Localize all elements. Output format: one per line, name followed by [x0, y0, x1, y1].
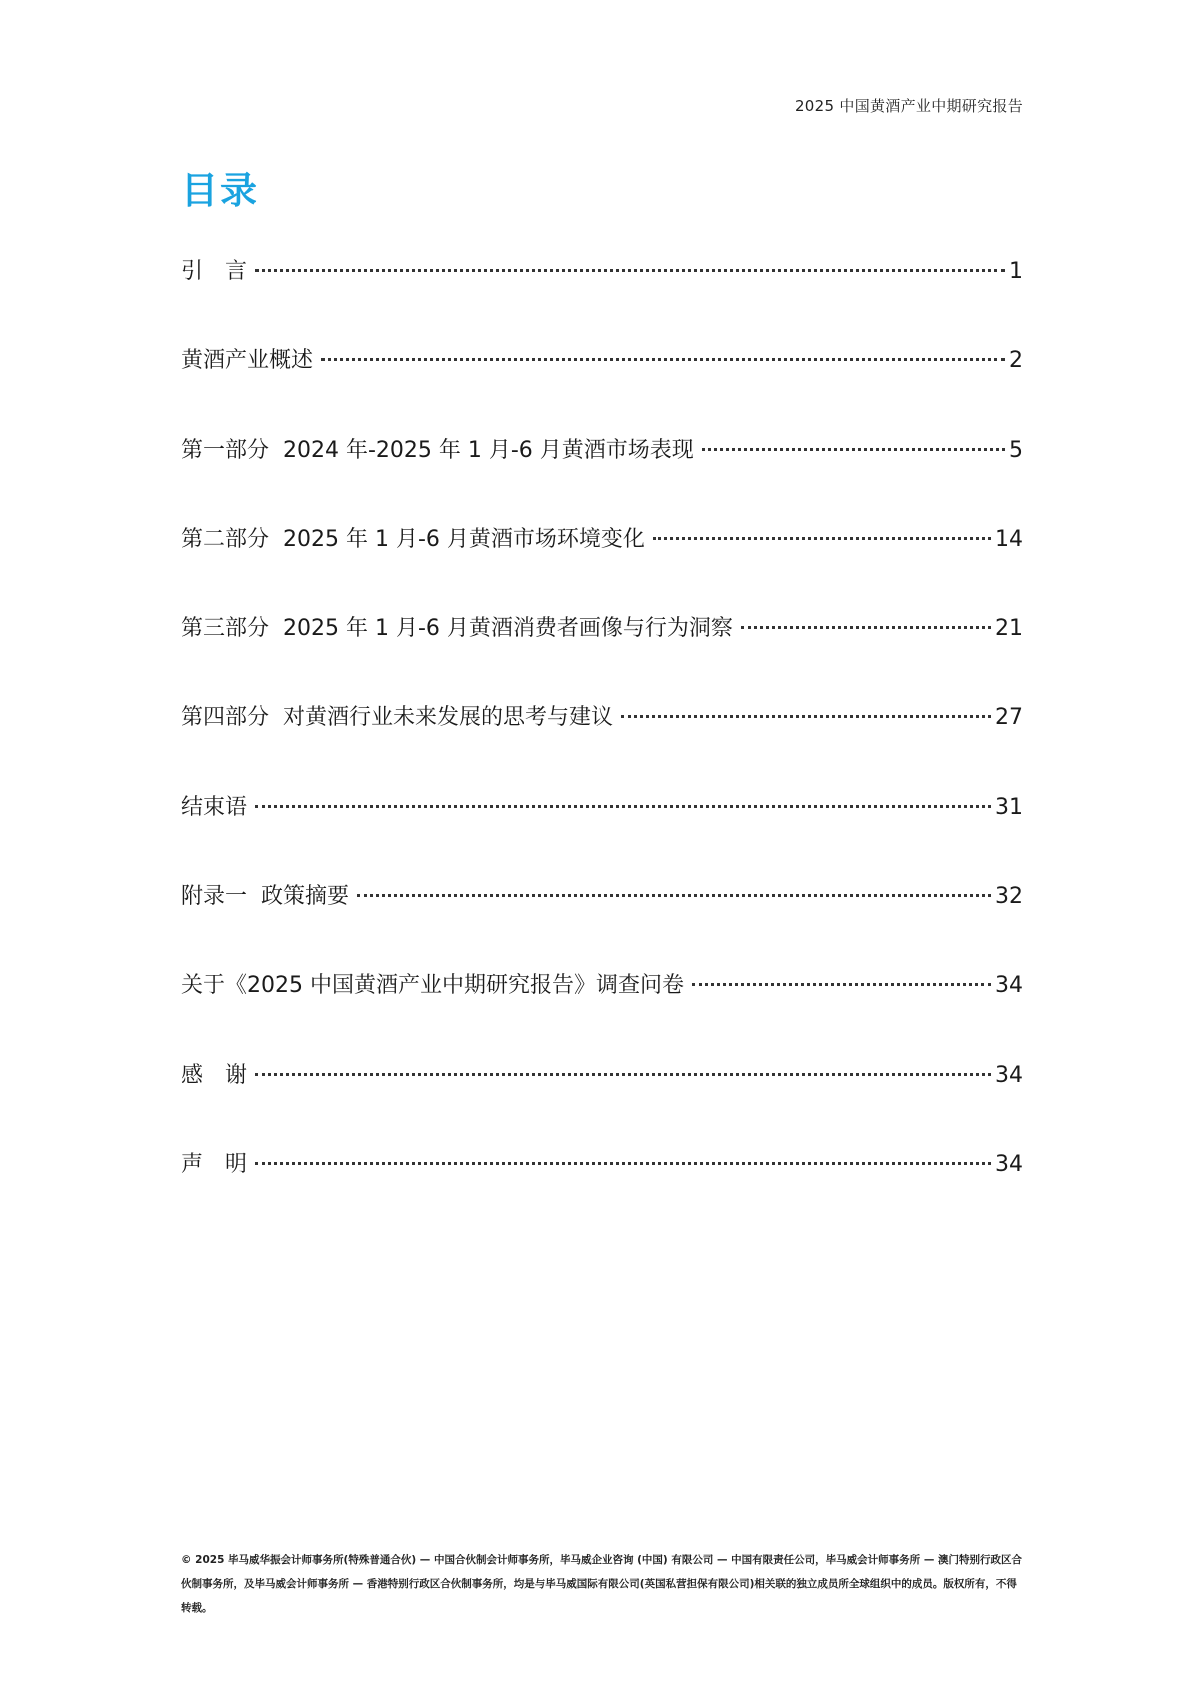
toc-title: 目录	[181, 169, 259, 212]
table-of-contents	[181, 254, 1023, 1236]
toc-entry-label: 声 明	[181, 1151, 248, 1177]
toc-entry-appendix[interactable]	[181, 879, 1023, 968]
dot-leader	[255, 1073, 991, 1076]
toc-entry-survey[interactable]	[181, 968, 1023, 1057]
toc-entry-label: 第二部分 2025 年 1 月-6 月黄酒市场环境变化	[181, 526, 645, 552]
dot-leader	[357, 894, 991, 897]
running-header: 2025 中国黄酒产业中期研究报告	[794, 97, 1023, 115]
toc-entry-label: 黄酒产业概述	[181, 348, 314, 374]
toc-entry-disclaimer[interactable]	[181, 1147, 1023, 1236]
dot-leader	[692, 983, 991, 986]
dot-leader	[255, 805, 991, 808]
toc-entry-acknowledgements[interactable]	[181, 1058, 1023, 1147]
toc-entry-page: 32	[995, 884, 1023, 910]
dot-leader	[621, 715, 991, 718]
toc-entry-part-four[interactable]	[181, 700, 1023, 789]
dot-leader	[741, 626, 991, 629]
toc-entry-part-three[interactable]	[181, 611, 1023, 700]
toc-entry-label: 结束语	[181, 794, 248, 820]
toc-entry-page: 31	[995, 794, 1023, 820]
toc-entry-page: 34	[995, 1151, 1023, 1177]
toc-entry-label: 引 言	[181, 259, 248, 284]
toc-entry-part-two[interactable]	[181, 522, 1023, 611]
toc-entry-label: 感 谢	[181, 1062, 248, 1088]
dot-leader	[702, 448, 1005, 451]
toc-entry-page: 21	[995, 616, 1023, 642]
toc-entry-page: 1	[1009, 259, 1023, 284]
toc-entry-label: 第三部分 2025 年 1 月-6 月黄酒消费者画像与行为洞察	[181, 616, 733, 642]
dot-leader	[255, 1162, 991, 1165]
toc-entry-overview[interactable]	[181, 343, 1023, 432]
toc-entry-page: 5	[1009, 437, 1023, 463]
toc-entry-intro[interactable]	[181, 254, 1023, 343]
copyright-notice: © 2025 毕马威华振会计师事务所(特殊普通合伙) — 中国合伙制会计师事务所，毕马威企业咨询 (中国) 有限公司 — 中国有限责任公司，毕马威会计师事务所 — 澳门特别行政区合伙制事务所，及毕马威会计师事务所 — 香港特别行政区合伙制事务所，均是与毕马威国际有限公司(英国私营担保有限公司)相关联的独立成员所全球组织中的成员。版权所有，不得转载。	[181, 1554, 1022, 1614]
toc-entry-page: 14	[995, 526, 1023, 552]
toc-entry-label: 附录一 政策摘要	[181, 884, 349, 910]
toc-entry-label: 关于《2025 中国黄酒产业中期研究报告》调查问卷	[181, 973, 684, 999]
dot-leader	[321, 358, 1005, 361]
toc-entry-label: 第一部分 2024 年-2025 年 1 月-6 月黄酒市场表现	[181, 437, 694, 463]
toc-entry-label: 第四部分 对黄酒行业未来发展的思考与建议	[181, 705, 613, 731]
toc-entry-page: 34	[995, 1062, 1023, 1088]
toc-entry-page: 34	[995, 973, 1023, 999]
dot-leader	[653, 537, 991, 540]
toc-entry-page: 27	[995, 705, 1023, 731]
toc-entry-part-one[interactable]	[181, 433, 1023, 522]
toc-entry-conclusion[interactable]	[181, 790, 1023, 879]
toc-entry-page: 2	[1009, 348, 1023, 374]
dot-leader	[255, 269, 1005, 272]
